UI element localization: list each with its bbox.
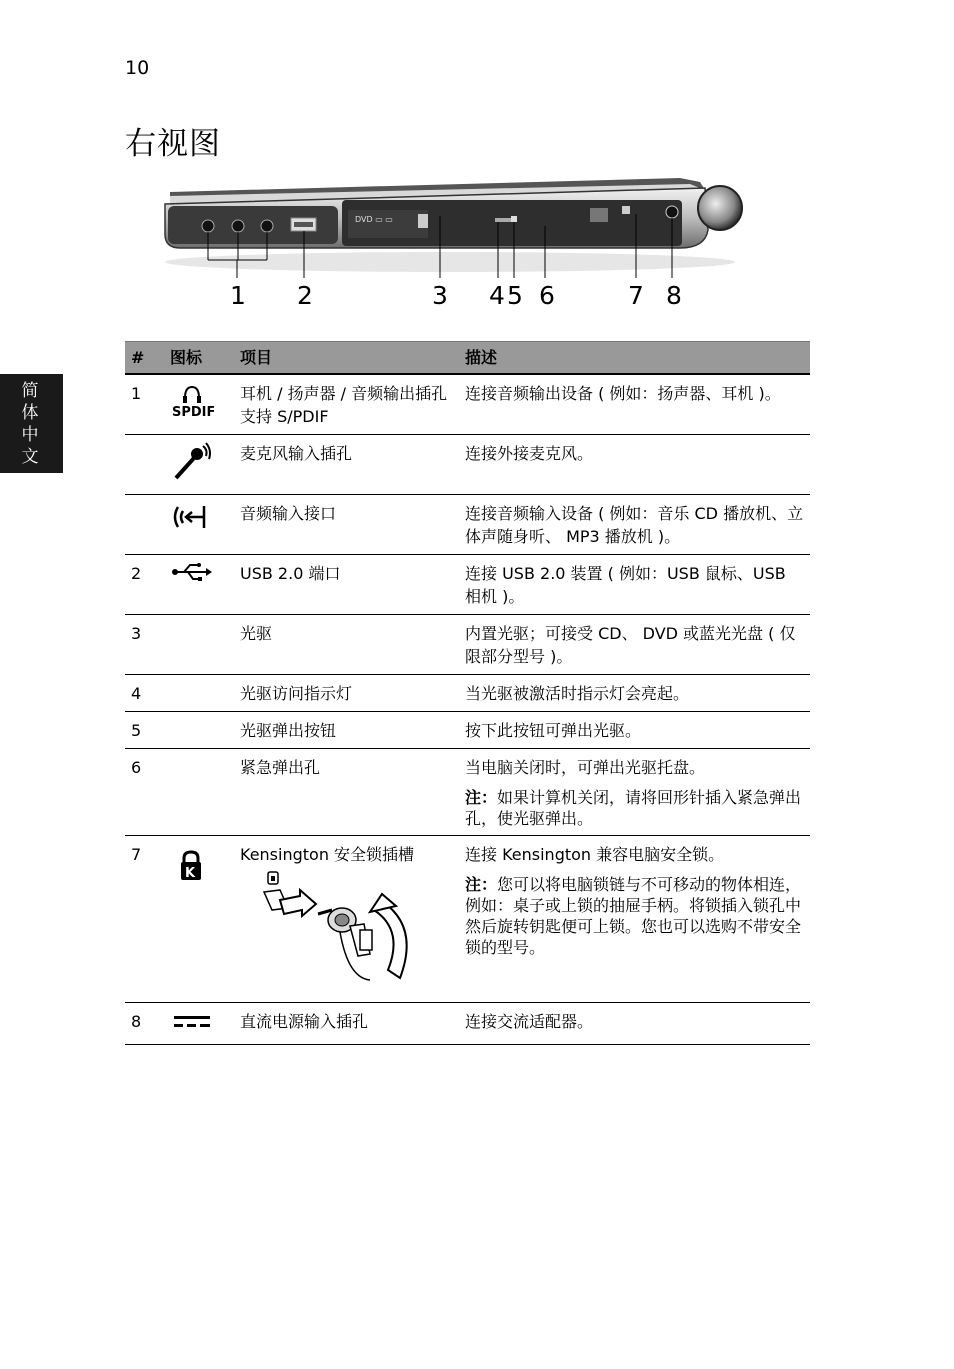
note-text: 如果计算机关闭，请将回形针插入紧急弹出孔，使光驱弹出。 <box>465 788 802 828</box>
language-label: 简体中文 <box>21 381 39 467</box>
row-number <box>125 435 164 495</box>
header-item: 项目 <box>234 342 459 375</box>
callout-4: 4 <box>489 281 505 310</box>
page-number: 10 <box>125 57 150 79</box>
page-title: 右视图 <box>125 126 221 162</box>
callout-7: 7 <box>628 281 644 310</box>
table-row <box>125 712 810 749</box>
note-label: 注： <box>465 788 498 807</box>
laptop-right-side-illustration <box>160 170 750 280</box>
header-number: # <box>125 342 164 375</box>
row-item: 麦克风输入插孔 <box>240 444 353 463</box>
dc-power-icon <box>164 1003 234 1045</box>
row-number: 5 <box>131 721 142 740</box>
row-item: 光驱 <box>240 624 273 643</box>
row-description: 按下此按钮可弹出光驱。 <box>465 721 642 740</box>
row-description-cell <box>459 836 810 1003</box>
row-description: 连接交流适配器。 <box>465 1012 594 1031</box>
table-row <box>125 749 810 836</box>
note <box>465 874 804 958</box>
kensington-lock-icon <box>164 836 234 1003</box>
table-row <box>125 836 810 1003</box>
callout-3: 3 <box>432 281 448 310</box>
row-number: 3 <box>131 624 142 643</box>
line-in-icon <box>164 495 234 555</box>
ports-table <box>125 341 810 1045</box>
row-description: 连接外接麦克风。 <box>465 444 594 463</box>
row-item: 耳机 / 扬声器 / 音频输出插孔支持 S/PDIF <box>240 384 448 426</box>
table-row <box>125 555 810 615</box>
row-number: 8 <box>131 1012 142 1031</box>
note-label: 注： <box>465 875 498 894</box>
table-row <box>125 435 810 495</box>
row-number: 6 <box>131 758 142 777</box>
row-description-cell <box>459 749 810 836</box>
row-number: 2 <box>131 564 142 583</box>
spdif-icon-text: SPDIF <box>172 405 214 418</box>
callout-5: 5 <box>507 281 523 310</box>
row-description: 连接 USB 2.0 装置 ( 例如：USB 鼠标、USB 相机 )。 <box>465 564 786 606</box>
microphone-icon <box>164 435 234 495</box>
callout-6: 6 <box>539 281 555 310</box>
row-description: 连接音频输入设备 ( 例如：音乐 CD 播放机、立体声随身听、 MP3 播放机 )。 <box>465 504 804 546</box>
row-number: 1 <box>131 384 142 403</box>
table-row <box>125 374 810 435</box>
table-header-row <box>125 342 810 375</box>
row-item: 直流电源输入插孔 <box>240 1012 369 1031</box>
row-number <box>125 495 164 555</box>
row-description: 当电脑关闭时，可弹出光驱托盘。 <box>465 758 706 777</box>
row-item-cell <box>234 836 459 1003</box>
svg-text:K: K <box>185 866 196 881</box>
note-text: 您可以将电脑锁链与不可移动的物体相连，例如：桌子或上锁的抽屉手柄。将锁插入锁孔中然后旋转钥匙便可上锁。您也可以选购不带安全锁的型号。 <box>465 875 802 957</box>
table-row <box>125 1003 810 1045</box>
lock-installation-illustration <box>240 870 420 990</box>
row-description: 连接音频输出设备 ( 例如：扬声器、耳机 )。 <box>465 384 781 403</box>
callout-2: 2 <box>297 281 313 310</box>
table-row <box>125 495 810 555</box>
callout-1: 1 <box>230 281 246 310</box>
svg-text:DVD ▭ ▭: DVD ▭ ▭ <box>355 215 393 224</box>
row-item: 音频输入接口 <box>240 504 337 523</box>
note <box>465 787 804 829</box>
header-icon: 图标 <box>164 342 234 375</box>
language-side-tab <box>0 374 63 473</box>
row-description: 内置光驱；可接受 CD、 DVD 或蓝光光盘 ( 仅限部分型号 )。 <box>465 624 796 666</box>
table-row <box>125 675 810 712</box>
row-item: 光驱弹出按钮 <box>240 721 337 740</box>
row-item: USB 2.0 端口 <box>240 564 341 583</box>
row-number: 7 <box>131 845 142 864</box>
row-item: 紧急弹出孔 <box>240 758 321 777</box>
row-item: 光驱访问指示灯 <box>240 684 353 703</box>
callout-8: 8 <box>666 281 682 310</box>
headphone-spdif-icon <box>164 374 234 435</box>
row-item: Kensington 安全锁插槽 <box>240 845 415 864</box>
row-description: 连接 Kensington 兼容电脑安全锁。 <box>465 845 725 864</box>
usb-icon <box>164 555 234 615</box>
table-row <box>125 615 810 675</box>
row-description: 当光驱被激活时指示灯会亮起。 <box>465 684 690 703</box>
row-number: 4 <box>131 684 142 703</box>
header-description: 描述 <box>459 342 810 375</box>
